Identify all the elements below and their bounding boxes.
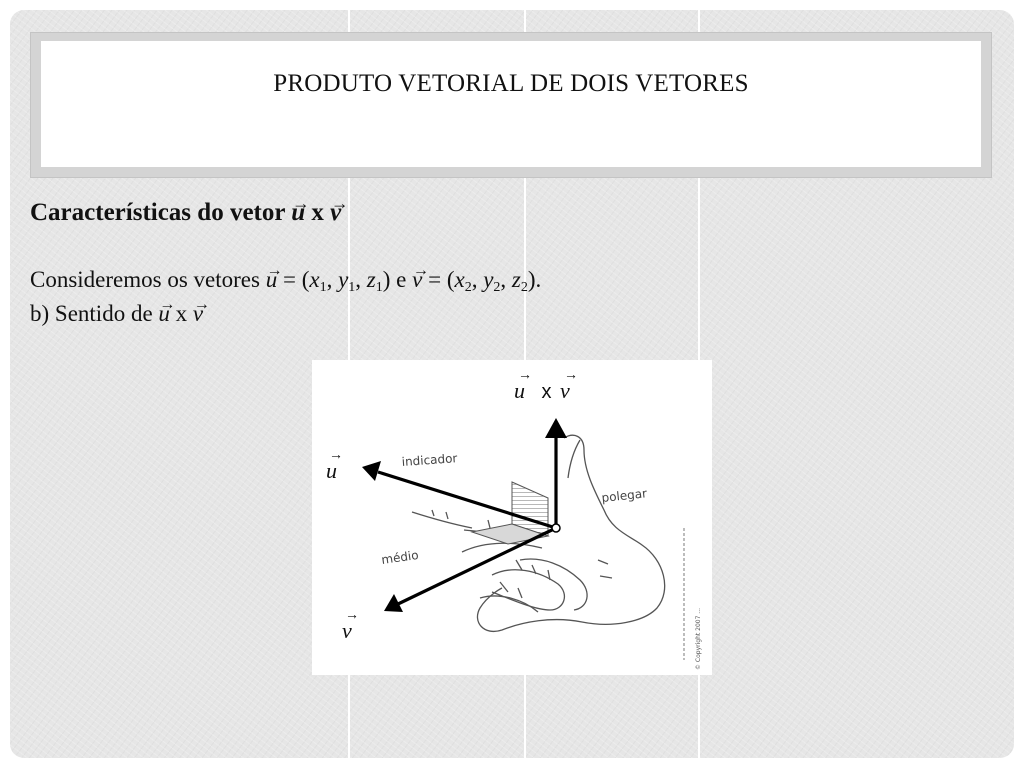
label-indicador: indicador (401, 451, 458, 469)
label-v: v (342, 618, 352, 643)
coord-z1: z (366, 267, 376, 292)
right-hand-rule-figure (312, 360, 712, 675)
definition-paragraph: Consideremos os vetores → $u = (x_1$, $y_1$, $z_1$) $e \to v = (x_2$, $y_2$, $z_2$). (30, 263, 541, 297)
label-medio: médio (380, 547, 420, 567)
subscript: 1 (319, 280, 327, 295)
cross-symbol: x (305, 199, 331, 226)
copyright-note: © Copyright 2007 ... (695, 607, 702, 670)
hand-diagram (312, 360, 712, 675)
label-u-arrow: → (329, 446, 343, 462)
coord-x1: x (309, 267, 320, 292)
subscript: 1 (375, 280, 383, 295)
origin-point (552, 524, 560, 532)
item-b (30, 297, 541, 331)
label-uxv-v: v (560, 378, 570, 403)
label-uxv-u-arrow: → (518, 366, 532, 382)
item-b-text: b) Sentido de (30, 301, 159, 326)
label-uxv-u: u (514, 378, 525, 403)
subscript: 2 (464, 280, 472, 295)
vector-v: → v (330, 197, 341, 229)
connector-text: ) e (382, 267, 413, 292)
slide-content (30, 197, 541, 331)
label-u: u (326, 458, 337, 483)
label-v-arrow: → (345, 606, 359, 622)
slide-title: PRODUTO VETORIAL DE DOIS VETORES (273, 70, 749, 97)
paragraph-text: Consideremos os vetores (30, 267, 266, 292)
label-uxv-x: x (536, 381, 558, 403)
label-uxv-v-arrow: → (564, 366, 578, 382)
coord-x2: x (454, 267, 465, 292)
equals-open: = ( (422, 267, 455, 292)
heading-text: Características do vetor (30, 199, 292, 226)
subscript: 1 (348, 280, 356, 295)
vector-u: → u (158, 297, 170, 331)
label-polegar: polegar (600, 486, 648, 505)
vector-v: → v (412, 263, 422, 297)
subscript: 2 (493, 280, 501, 295)
cross-symbol: x (169, 301, 193, 326)
vector-u: → u (291, 197, 305, 229)
closing-text: ). (527, 267, 542, 292)
coord-y1: y (338, 267, 349, 292)
coord-y2: y (483, 267, 494, 292)
title-box (41, 41, 981, 167)
slide-background (10, 10, 1014, 758)
subscript: 2 (520, 280, 528, 295)
arrow-uxv-head (545, 418, 567, 438)
section-heading (30, 197, 541, 229)
arrow-u-head (362, 461, 381, 481)
coord-z2: z (511, 267, 521, 292)
title-frame (30, 32, 992, 178)
equals-open: = ( (277, 267, 310, 292)
vector-v: → v (193, 297, 203, 331)
hand-outline (412, 435, 684, 660)
vector-u: → u (266, 263, 278, 297)
